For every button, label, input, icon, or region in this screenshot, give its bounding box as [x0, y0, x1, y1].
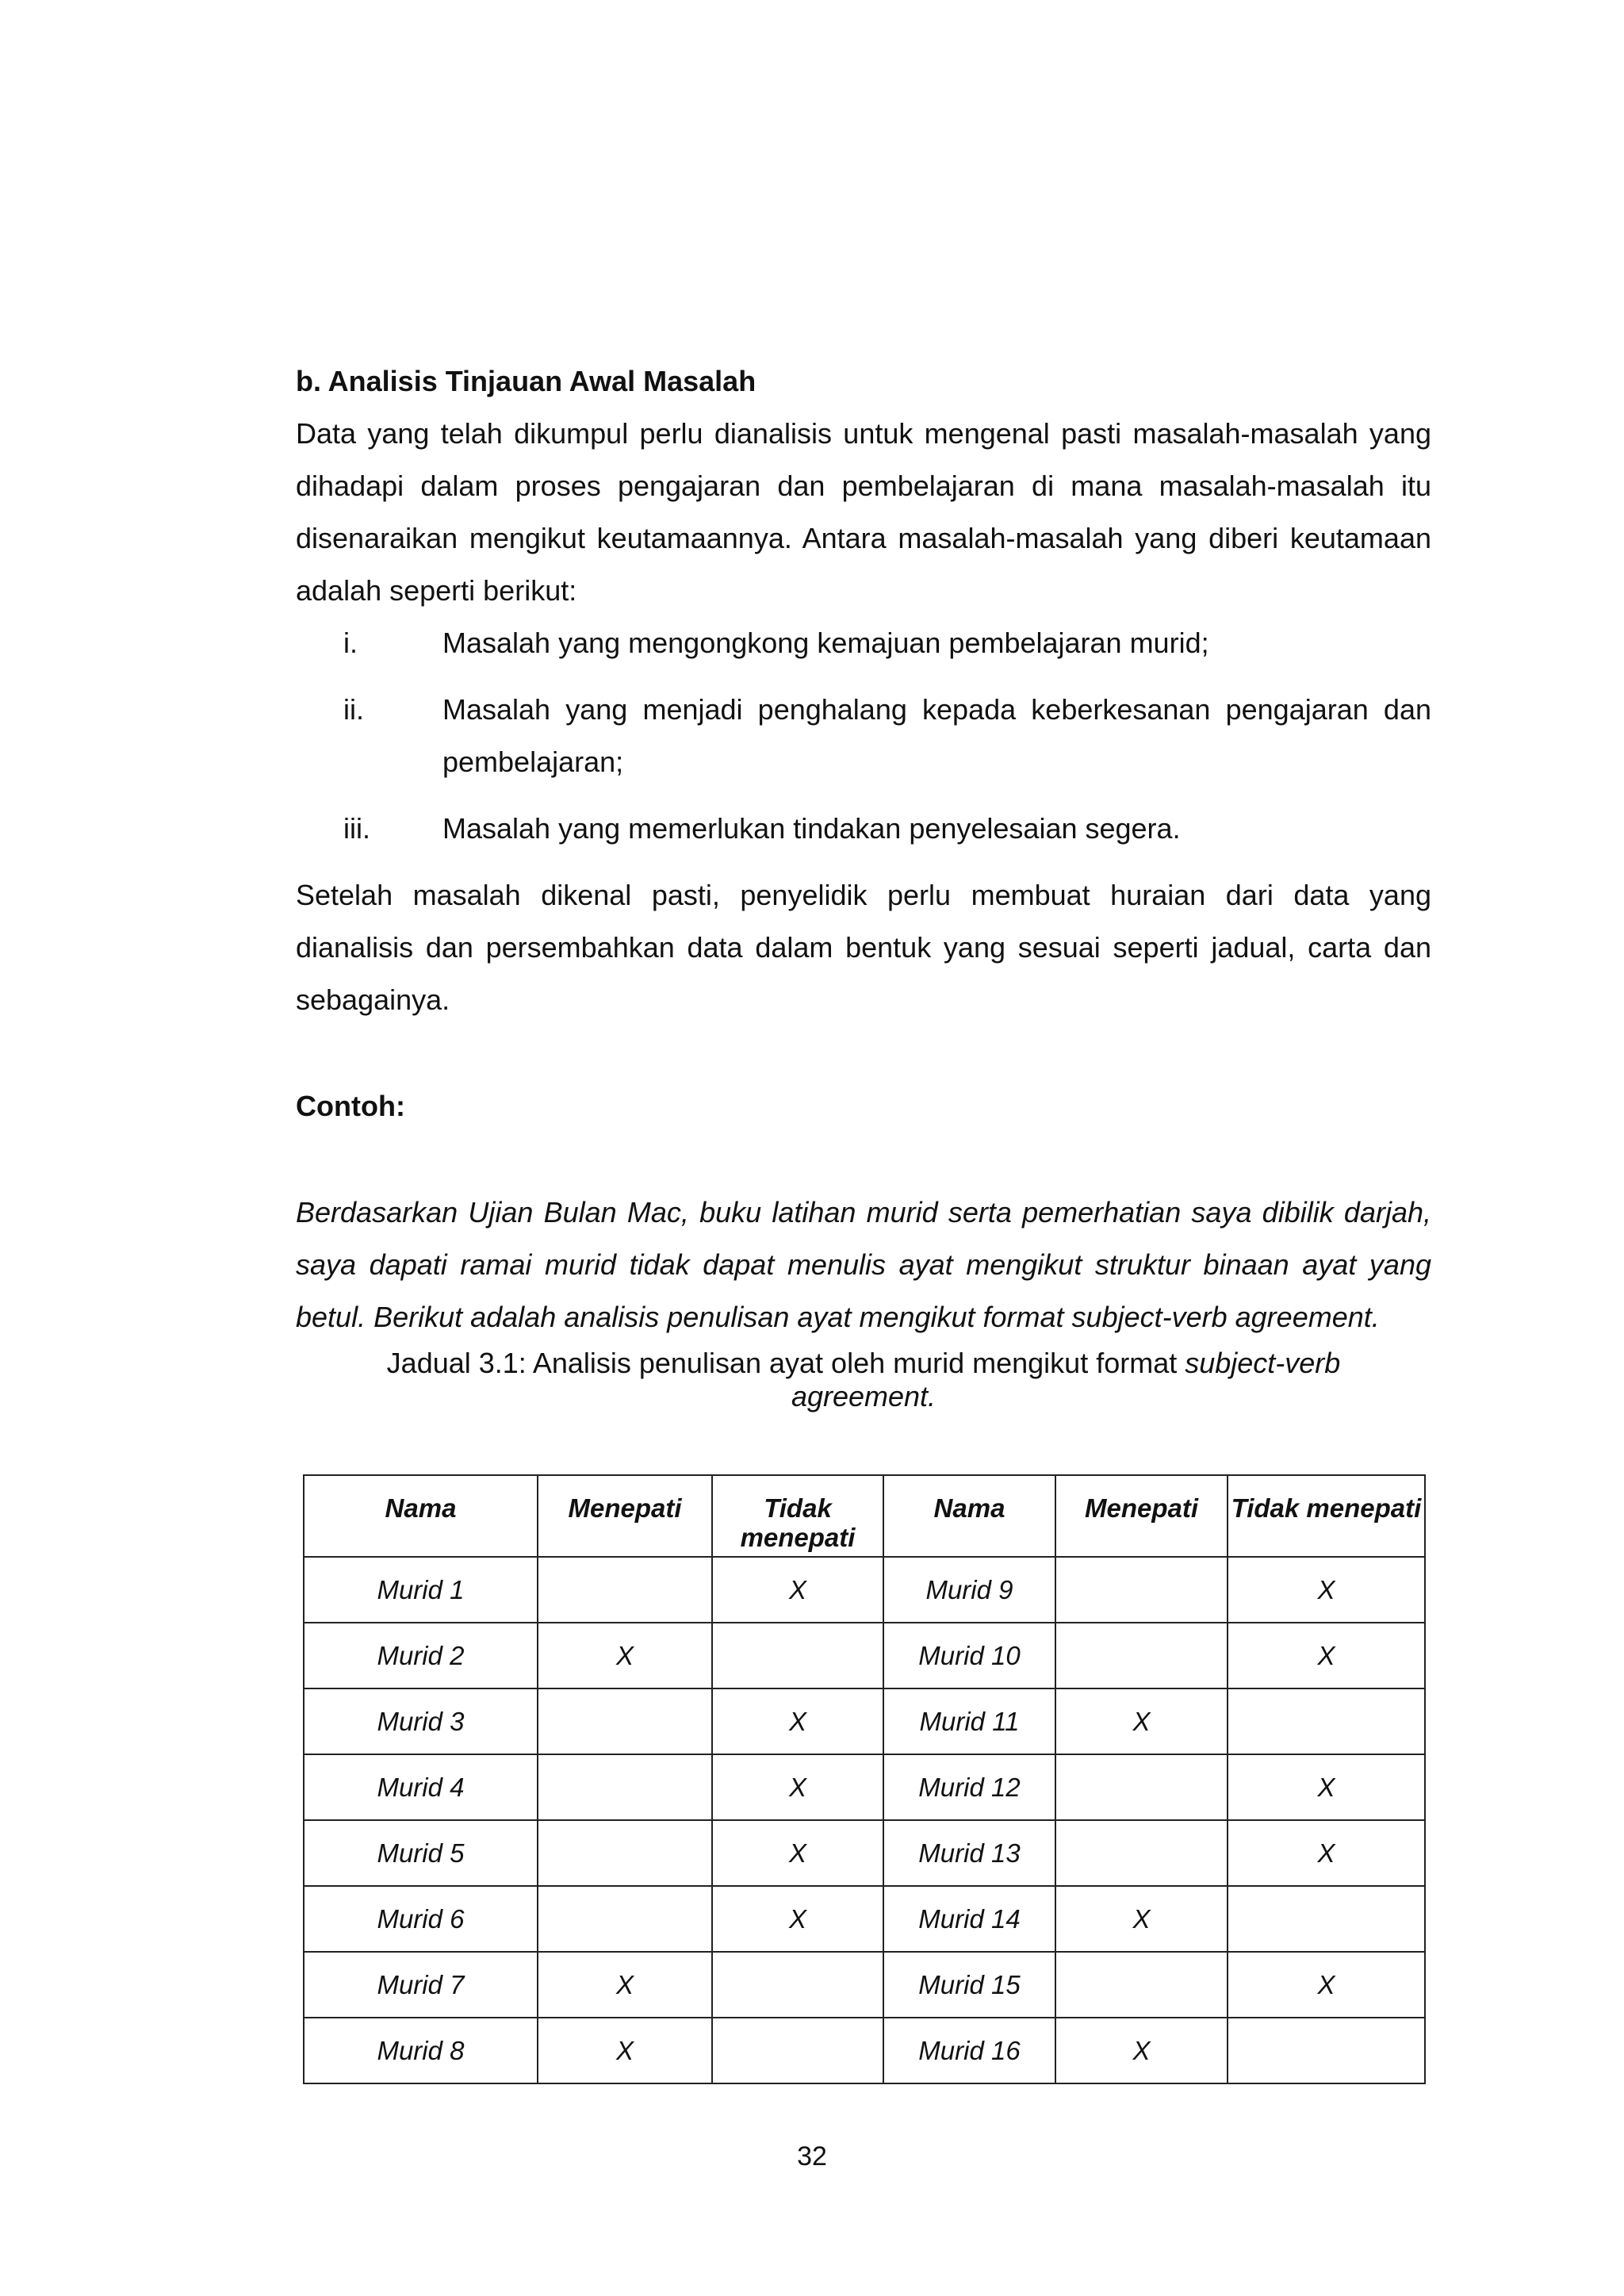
tidak-menepati-cell: X	[1228, 1820, 1425, 1886]
menepati-cell: X	[538, 1623, 712, 1688]
column-header: Nama	[883, 1475, 1055, 1557]
example-heading: Contoh:	[296, 1090, 405, 1122]
tidak-menepati-cell	[1228, 1688, 1425, 1754]
student-name-cell: Murid 2	[304, 1623, 538, 1688]
student-name-cell: Murid 8	[304, 2018, 538, 2083]
menepati-cell: X	[1055, 2018, 1228, 2083]
caption-text: Jadual 3.1: Analisis penulisan ayat oleh murid mengikut format	[386, 1347, 1185, 1379]
tidak-menepati-cell	[712, 2018, 883, 2083]
tidak-menepati-cell: X	[712, 1688, 883, 1754]
tidak-menepati-cell: X	[712, 1886, 883, 1952]
student-name-cell: Murid 1	[304, 1557, 538, 1623]
menepati-cell	[1055, 1952, 1228, 2018]
section-heading: b. Analisis Tinjauan Awal Masalah	[296, 365, 756, 397]
tidak-menepati-cell: X	[712, 1557, 883, 1623]
table-header-row	[304, 1475, 1425, 1557]
column-header: Menepati	[538, 1475, 712, 1557]
list-item	[296, 617, 1431, 669]
student-name-cell: Murid 13	[883, 1820, 1055, 1886]
menepati-cell	[1055, 1557, 1228, 1623]
list-number: i.	[343, 627, 358, 659]
column-header: Nama	[304, 1475, 538, 1557]
menepati-cell: X	[1055, 1688, 1228, 1754]
menepati-cell	[538, 1886, 712, 1952]
intro-paragraph: Data yang telah dikumpul perlu dianalisis untuk mengenal pasti masalah-masalah yang dihadapi dalam proses pengajaran dan pembelajaran di mana masalah-masalah itu disenaraikan mengikut keutamaannya. Antara masalah-masalah yang diberi keutamaan adalah seperti berikut:	[296, 417, 1431, 607]
student-name-cell: Murid 12	[883, 1754, 1055, 1820]
list-text: Masalah yang mengongkong kemajuan pembelajaran murid;	[442, 627, 1209, 659]
table-row	[304, 2018, 1425, 2083]
table-body	[304, 1557, 1425, 2083]
table-row	[304, 1557, 1425, 1623]
column-header: Menepati	[1055, 1475, 1228, 1557]
table-caption	[296, 1347, 1431, 1413]
student-name-cell: Murid 6	[304, 1886, 538, 1952]
student-name-cell: Murid 10	[883, 1623, 1055, 1688]
table-row	[304, 1754, 1425, 1820]
tidak-menepati-cell: X	[712, 1820, 883, 1886]
menepati-cell	[1055, 1623, 1228, 1688]
table-row	[304, 1820, 1425, 1886]
student-name-cell: Murid 5	[304, 1820, 538, 1886]
caption-italic-term: agreement.	[791, 1380, 936, 1412]
tidak-menepati-cell	[712, 1623, 883, 1688]
list-text: Masalah yang memerlukan tindakan penyelesaian segera.	[442, 812, 1181, 845]
table-row	[304, 1886, 1425, 1952]
student-name-cell: Murid 3	[304, 1688, 538, 1754]
student-name-cell: Murid 4	[304, 1754, 538, 1820]
tidak-menepati-cell: X	[1228, 1623, 1425, 1688]
caption-italic-term: subject-verb	[1185, 1347, 1341, 1379]
student-name-cell: Murid 11	[883, 1688, 1055, 1754]
menepati-cell	[538, 1754, 712, 1820]
menepati-cell	[1055, 1820, 1228, 1886]
list-item	[296, 684, 1431, 788]
column-header: Tidak menepati	[1228, 1475, 1425, 1557]
column-header: Tidak menepati	[712, 1475, 883, 1557]
menepati-cell	[1055, 1754, 1228, 1820]
student-name-cell: Murid 14	[883, 1886, 1055, 1952]
page-content	[296, 355, 1431, 1413]
tidak-menepati-cell: X	[712, 1754, 883, 1820]
tidak-menepati-cell	[1228, 1886, 1425, 1952]
tidak-menepati-cell	[1228, 2018, 1425, 2083]
menepati-cell	[538, 1557, 712, 1623]
student-name-cell: Murid 7	[304, 1952, 538, 2018]
menepati-cell: X	[538, 1952, 712, 2018]
list-number: iii.	[343, 812, 370, 845]
tidak-menepati-cell: X	[1228, 1754, 1425, 1820]
student-name-cell: Murid 16	[883, 2018, 1055, 2083]
example-paragraph: Berdasarkan Ujian Bulan Mac, buku latihan murid serta pemerhatian saya dibilik darjah, saya dapati ramai murid tidak dapat menulis ayat mengikut struktur binaan ayat yang betul. Berikut adalah analisis penulisan ayat mengikut format subject-verb agreement.	[296, 1196, 1431, 1333]
analysis-paragraph: Setelah masalah dikenal pasti, penyelidik perlu membuat huraian dari data yang dianalisis dan persembahkan data dalam bentuk yang sesuai seperti jadual, carta dan sebagainya.	[296, 879, 1431, 1016]
table-row	[304, 1688, 1425, 1754]
tidak-menepati-cell	[712, 1952, 883, 2018]
student-name-cell: Murid 15	[883, 1952, 1055, 2018]
list-text: Masalah yang menjadi penghalang kepada keberkesanan pengajaran dan pembelajaran;	[442, 693, 1431, 778]
menepati-cell	[538, 1820, 712, 1886]
student-name-cell: Murid 9	[883, 1557, 1055, 1623]
menepati-cell: X	[538, 2018, 712, 2083]
priority-list	[296, 617, 1431, 855]
analysis-table	[303, 1474, 1426, 2084]
menepati-cell: X	[1055, 1886, 1228, 1952]
list-number: ii.	[343, 693, 364, 726]
tidak-menepati-cell: X	[1228, 1952, 1425, 2018]
menepati-cell	[538, 1688, 712, 1754]
tidak-menepati-cell: X	[1228, 1557, 1425, 1623]
table-row	[304, 1952, 1425, 2018]
list-item	[296, 803, 1431, 855]
table-row	[304, 1623, 1425, 1688]
page-number: 32	[797, 2141, 827, 2171]
